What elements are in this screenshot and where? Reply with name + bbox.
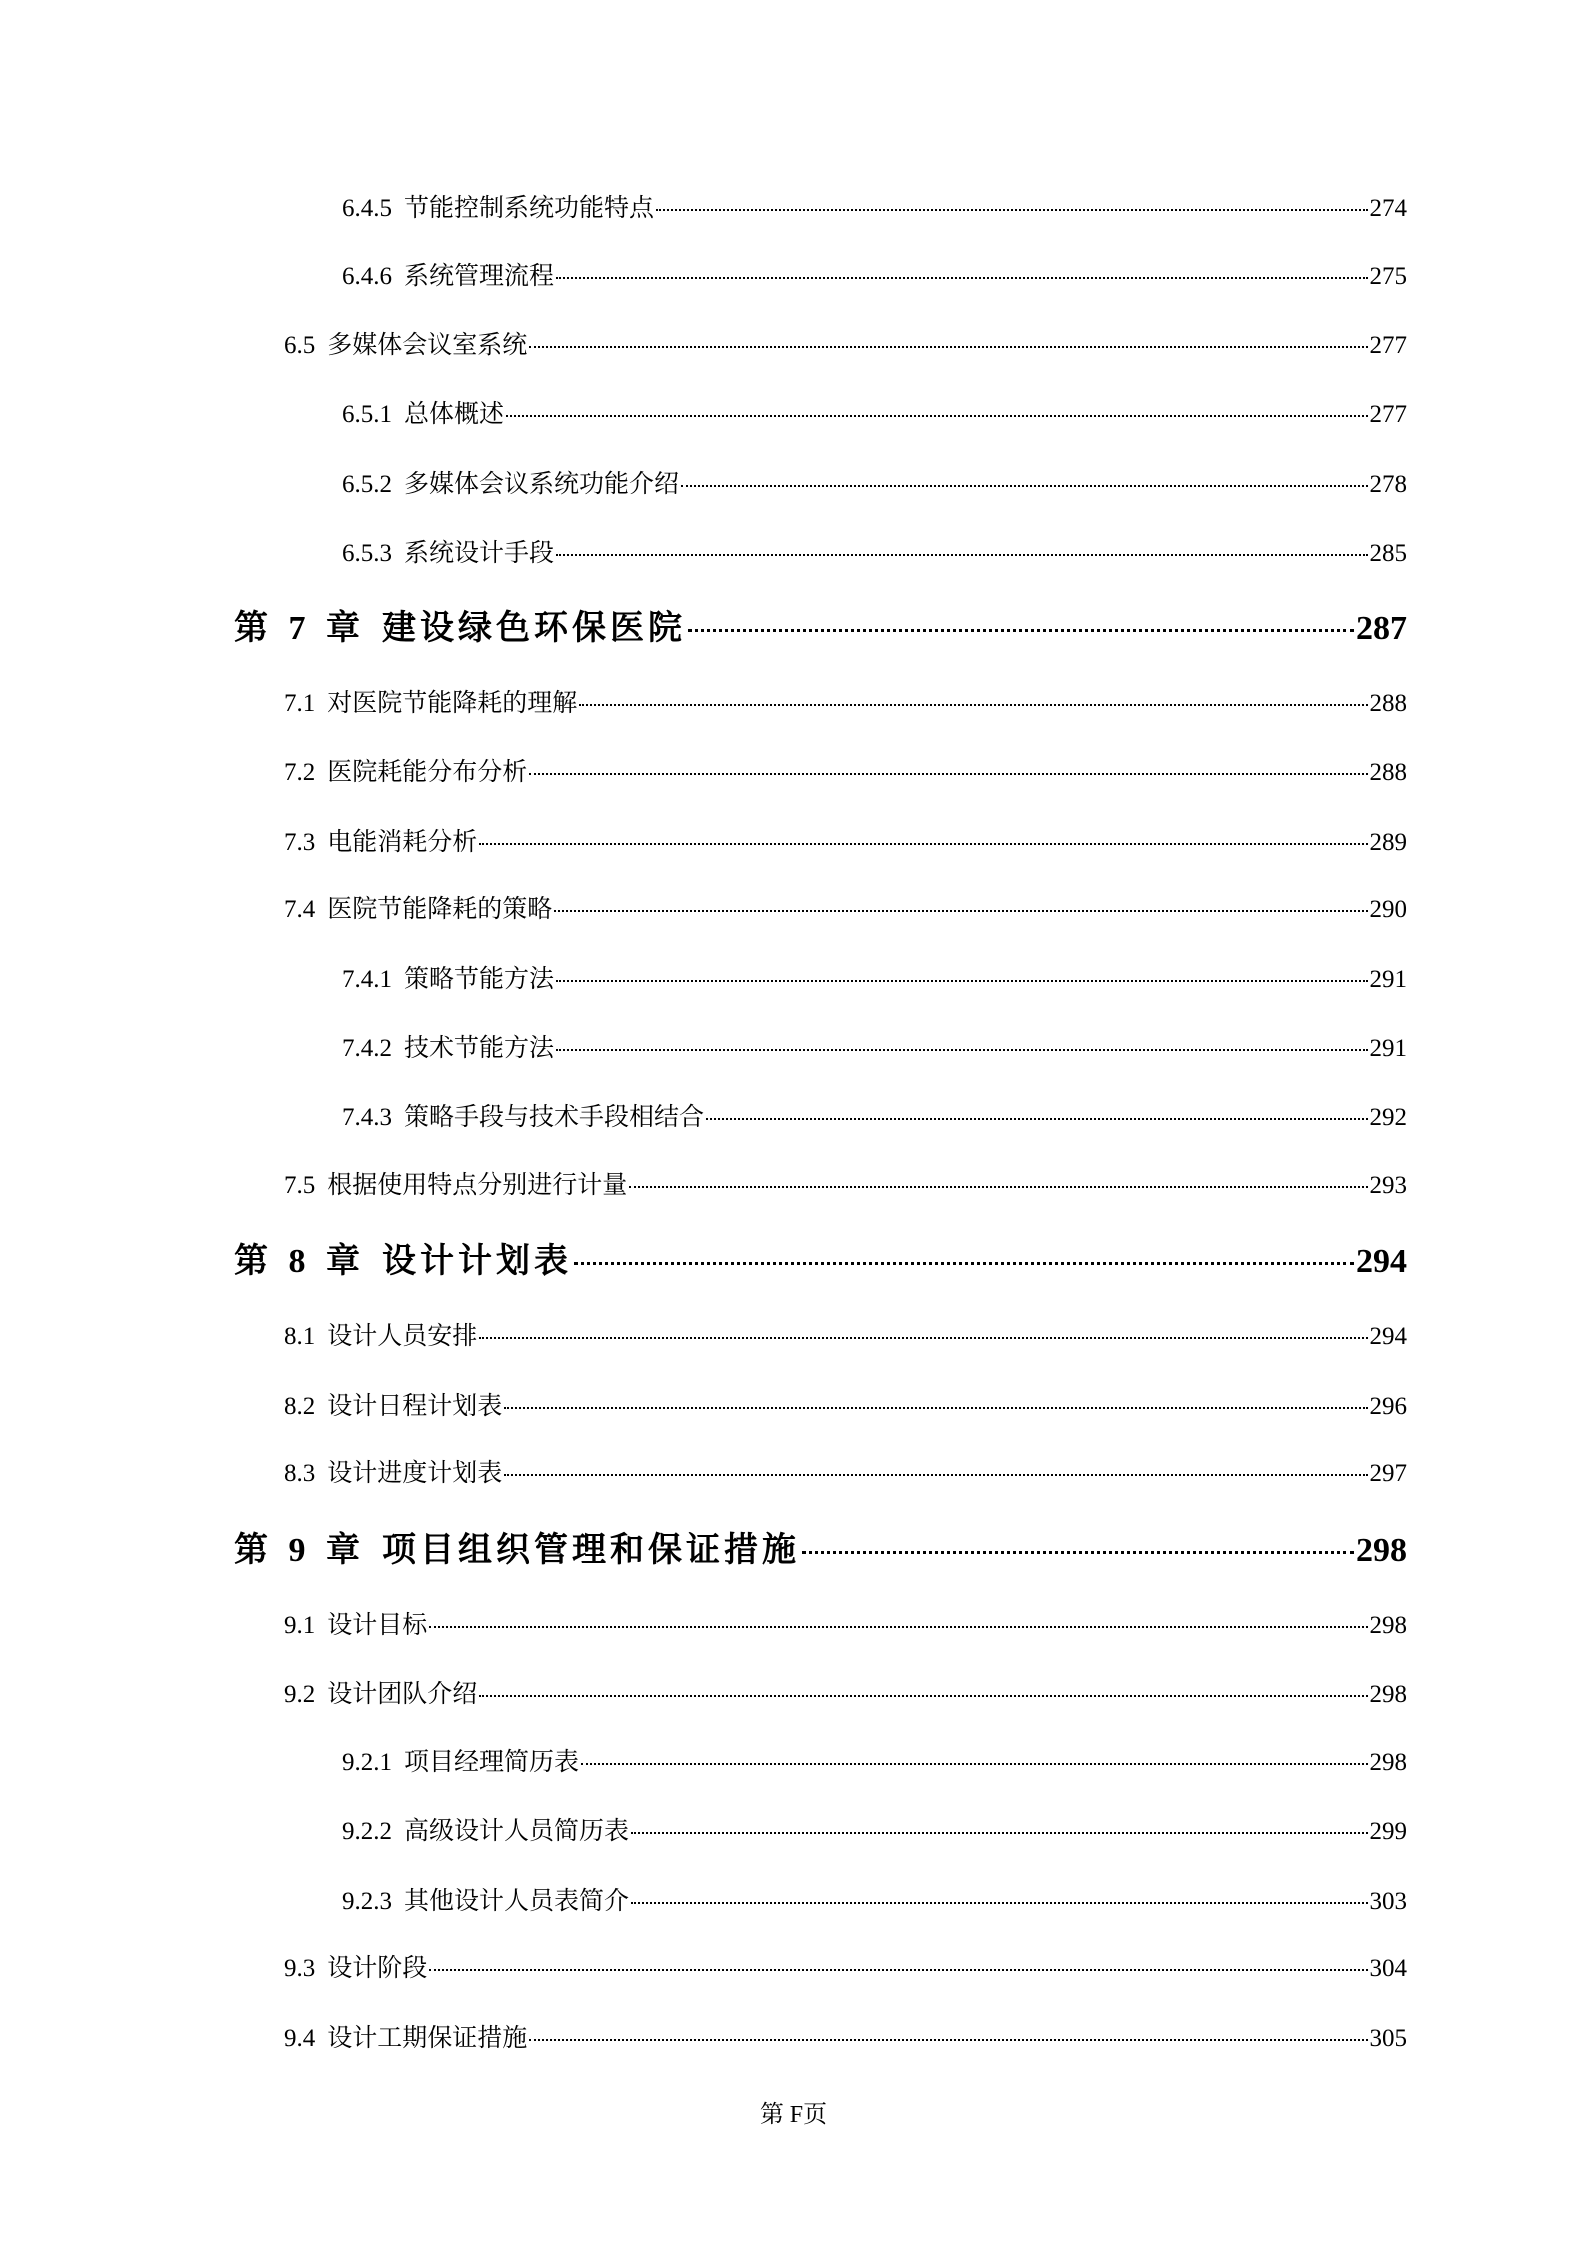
toc-leader-dots (504, 1407, 1367, 1409)
toc-entry-page: 291 (1369, 1035, 1407, 1062)
toc-entry-title: 项目经理简历表 (404, 1749, 580, 1776)
toc-entry[interactable] (342, 192, 1407, 226)
toc-entry-page: 299 (1369, 1818, 1407, 1845)
toc-entry-number: 第 9 章 (234, 1532, 366, 1569)
toc-entry[interactable] (342, 537, 1407, 571)
toc-entry-number: 第 8 章 (234, 1243, 366, 1280)
toc-entry-title: 对医院节能降耗的理解 (327, 690, 578, 717)
toc-entry-title: 技术节能方法 (404, 1035, 555, 1062)
toc-entry-title: 策略手段与技术手段相结合 (404, 1104, 705, 1131)
toc-entry-number: 7.2 (284, 759, 316, 786)
toc-entry-page: 305 (1369, 2025, 1407, 2052)
toc-entry-number: 6.5.1 (342, 401, 392, 428)
toc-entry-page: 278 (1369, 471, 1407, 498)
toc-entry-number: 6.5.2 (342, 471, 392, 498)
toc-entry[interactable] (284, 756, 1407, 790)
toc-entry-number: 第 7 章 (234, 610, 366, 647)
toc-leader-dots (429, 1969, 1367, 1971)
toc-leader-dots (688, 629, 1354, 632)
toc-entry-number: 8.1 (284, 1323, 316, 1350)
toc-leader-dots (479, 1695, 1367, 1697)
toc-entry-page: 288 (1369, 759, 1407, 786)
toc-entry-page: 294 (1356, 1243, 1407, 1280)
toc-entry-number: 6.4.6 (342, 263, 392, 290)
toc-entry-page: 287 (1356, 610, 1407, 647)
toc-leader-dots (529, 2039, 1367, 2041)
toc-leader-dots (479, 843, 1367, 845)
toc-entry-number: 9.2 (284, 1681, 316, 1708)
toc-leader-dots (556, 554, 1367, 556)
toc-entry-number: 7.4 (284, 896, 316, 923)
toc-leader-dots (656, 209, 1367, 211)
toc-entry-page: 289 (1369, 829, 1407, 856)
toc-entry-page: 298 (1369, 1612, 1407, 1639)
toc-entry-title: 设计目标 (327, 1612, 428, 1639)
toc-entry[interactable] (284, 1169, 1407, 1203)
toc-entry-number: 7.1 (284, 690, 316, 717)
toc-entry-page: 303 (1369, 1888, 1407, 1915)
toc-entry-page: 290 (1369, 896, 1407, 923)
toc-leader-dots (429, 1626, 1367, 1628)
toc-leader-dots (631, 1902, 1367, 1904)
toc-entry-page: 285 (1369, 540, 1407, 567)
toc-entry[interactable] (342, 398, 1407, 432)
toc-entry-number: 7.5 (284, 1172, 316, 1199)
toc-entry-title: 设计工期保证措施 (327, 2025, 528, 2052)
toc-entry-title: 设计团队介绍 (327, 1681, 478, 1708)
toc-entry-number: 6.5.3 (342, 540, 392, 567)
toc-entry[interactable] (342, 468, 1407, 502)
toc-entry-title: 电能消耗分析 (327, 829, 478, 856)
toc-leader-dots (529, 773, 1367, 775)
toc-entry[interactable] (284, 1457, 1407, 1491)
toc-entry-number: 6.4.5 (342, 195, 392, 222)
toc-entry-title: 多媒体会议系统功能介绍 (404, 471, 680, 498)
toc-entry-page: 292 (1369, 1104, 1407, 1131)
toc-leader-dots (479, 1337, 1367, 1339)
toc-leader-dots (631, 1832, 1367, 1834)
toc-entry-title: 总体概述 (404, 401, 505, 428)
toc-entry[interactable] (342, 1885, 1407, 1919)
toc-entry-title: 多媒体会议室系统 (327, 332, 528, 359)
toc-entry[interactable] (284, 826, 1407, 860)
toc-leader-dots (554, 910, 1367, 912)
toc-entry-title: 设计日程计划表 (327, 1393, 503, 1420)
toc-entry[interactable] (284, 1320, 1407, 1354)
toc-entry-number: 7.4.1 (342, 966, 392, 993)
toc-entry-page: 277 (1369, 401, 1407, 428)
toc-entry-number: 9.4 (284, 2025, 316, 2052)
toc-entry-page: 291 (1369, 966, 1407, 993)
toc-entry[interactable] (342, 1815, 1407, 1849)
toc-entry-page: 288 (1369, 690, 1407, 717)
toc-entry-title: 节能控制系统功能特点 (404, 195, 655, 222)
toc-entry-title: 设计阶段 (327, 1955, 428, 1982)
toc-entry-number: 9.2.3 (342, 1888, 392, 1915)
toc-leader-dots (556, 980, 1367, 982)
toc-entry-page: 294 (1369, 1323, 1407, 1350)
toc-entry[interactable] (284, 2022, 1407, 2056)
toc-chapter-entry[interactable] (234, 1240, 1407, 1284)
toc-entry-title: 医院耗能分布分析 (327, 759, 528, 786)
toc-entry-number: 9.2.1 (342, 1749, 392, 1776)
toc-entry-number: 9.3 (284, 1955, 316, 1982)
toc-entry-page: 296 (1369, 1393, 1407, 1420)
toc-entry-number: 8.2 (284, 1393, 316, 1420)
toc-leader-dots (506, 415, 1367, 417)
toc-entry-page: 298 (1369, 1749, 1407, 1776)
toc-entry-page: 297 (1369, 1460, 1407, 1487)
toc-entry-title: 高级设计人员简历表 (404, 1818, 630, 1845)
toc-leader-dots (579, 704, 1367, 706)
toc-entry-title: 设计人员安排 (327, 1323, 478, 1350)
toc-leader-dots (706, 1118, 1367, 1120)
toc-entry-title: 设计进度计划表 (327, 1460, 503, 1487)
toc-entry-number: 7.4.2 (342, 1035, 392, 1062)
toc-entry[interactable] (284, 1609, 1407, 1643)
toc-entry-title: 其他设计人员表简介 (404, 1888, 630, 1915)
toc-entry[interactable] (284, 893, 1407, 927)
toc-entry[interactable] (284, 1952, 1407, 1986)
toc-leader-dots (629, 1186, 1367, 1188)
toc-entry[interactable] (284, 687, 1407, 721)
toc-entry-page: 298 (1369, 1681, 1407, 1708)
page-footer: 第 F页 (759, 2102, 828, 2128)
toc-entry-title: 建设绿色环保医院 (382, 610, 686, 647)
toc-leader-dots (581, 1763, 1367, 1765)
toc-entry-number: 7.3 (284, 829, 316, 856)
toc-entry-title: 项目组织管理和保证措施 (382, 1532, 800, 1569)
toc-entry-title: 策略节能方法 (404, 966, 555, 993)
toc-entry[interactable] (284, 329, 1407, 363)
toc-entry-title: 设计计划表 (382, 1243, 572, 1280)
toc-entry-page: 293 (1369, 1172, 1407, 1199)
toc-entry-page: 274 (1369, 195, 1407, 222)
toc-entry[interactable] (342, 1101, 1407, 1135)
toc-entry[interactable] (342, 1746, 1407, 1780)
toc-entry-page: 304 (1369, 1955, 1407, 1982)
toc-leader-dots (529, 346, 1367, 348)
toc-entry[interactable] (342, 963, 1407, 997)
toc-entry-number: 8.3 (284, 1460, 316, 1487)
toc-entry-page: 275 (1369, 263, 1407, 290)
toc-leader-dots (681, 485, 1367, 487)
toc-entry-number: 9.1 (284, 1612, 316, 1639)
toc-leader-dots (556, 277, 1367, 279)
toc-entry-title: 根据使用特点分别进行计量 (327, 1172, 628, 1199)
toc-entry-number: 7.4.3 (342, 1104, 392, 1131)
toc-entry-page: 298 (1356, 1532, 1407, 1569)
toc-leader-dots (574, 1262, 1354, 1265)
toc-chapter-entry[interactable] (234, 1529, 1407, 1573)
toc-entry[interactable] (284, 1390, 1407, 1424)
toc-leader-dots (504, 1474, 1367, 1476)
toc-leader-dots (556, 1049, 1367, 1051)
toc-entry-title: 系统管理流程 (404, 263, 555, 290)
toc-entry-number: 9.2.2 (342, 1818, 392, 1845)
toc-entry[interactable] (342, 260, 1407, 294)
toc-entry-title: 系统设计手段 (404, 540, 555, 567)
toc-leader-dots (802, 1551, 1354, 1554)
toc-chapter-entry[interactable] (234, 607, 1407, 651)
toc-entry[interactable] (284, 1678, 1407, 1712)
toc-entry-number: 6.5 (284, 332, 316, 359)
toc-entry[interactable] (342, 1032, 1407, 1066)
toc-entry-title: 医院节能降耗的策略 (327, 896, 553, 923)
toc-entry-page: 277 (1369, 332, 1407, 359)
